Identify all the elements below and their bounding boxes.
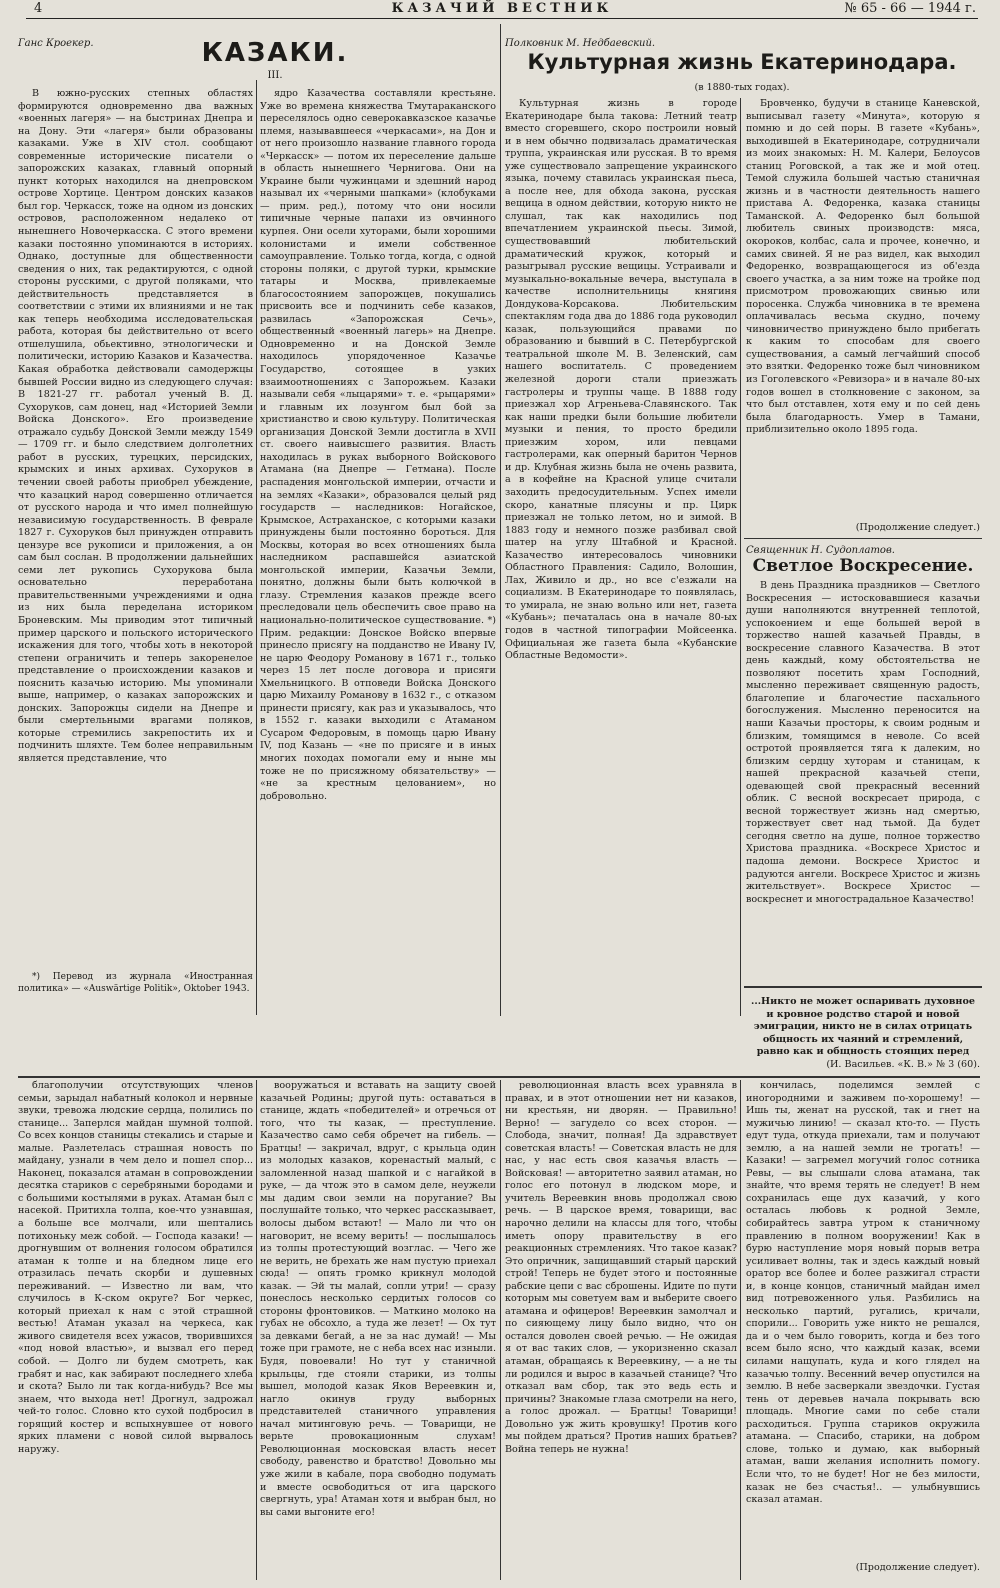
- quote-source: (И. Васильев. «К. В.» № 3 (60).: [826, 1059, 980, 1070]
- article3-text: В день Праздника праздников — Светлого Воскресения — истосковавшиеся казачьи души наполняются внутренней теплотой, успокоением и еще большей верой в торжество нашей казачьей Правды, в воскресение славного Казачества. В этот день каждый, кому обстоятельства не позволяют посетить храм Господний, мысленно переживает священную радость, благолепие и благочестие пасхального богослужения. Мысленно переносится на наши Казачьи просторы, к своим родным и близким, томящимся в неволе. Со всей остротой проявляется тяга к далеким, но близким сердцу хуторам и станицам, к нашей прекрасной казачьей степи, одевающей свой прекрасный весенний облик. С весной воскресает природа, с весной торжествует жизнь над смертью, торжествует свет над тьмой. Да будет сегодня светло на душе, полное торжество Христова праздника. «Воскресе Христос и падоша демони. Воскресе Христос и радуются ангели. Воскресе Христос и жизнь жительствует». Воскресе Христос — воскреснет и многострадальное Казачество!: [746, 580, 980, 905]
- column-divider: [500, 24, 501, 1016]
- quote-block: ...Никто не может оспаривать духовное и кровное родство старой и новой эмиграции, никто не в силах отрицать общность их чаяний и стремлений, равно как и общность стоящих перед: [751, 996, 975, 1057]
- column-divider: [256, 1080, 257, 1580]
- page-header: [26, 0, 978, 19]
- section-rule: [744, 986, 982, 988]
- article1-author: Ганс Кроекер.: [18, 38, 94, 49]
- article1-part: III.: [267, 70, 283, 81]
- article1-column-1: В южно-русских степных областях формируются одновременно два важных «военных лагеря» — на быстринах Днепра и на Дону. Эти «лагеря» были образованы казаками. Уже в XIV стол. сообщают современные исторические писатели о запорожских казаках, главный опорный пункт которых находился на днепровском острове Хортице. Центром донских казаков был гор. Черкасск, тоже на одном из донских островов, расположенном недалеко от нынешнего Новочеркасска. С этого времени казаки постоянно упоминаются в историях. Однако, доступные для общественности сведения о них, так редактируются, с одной стороны русскими, с другой поляками, что действительность представляется в соответствии с этими их влияниями и не так как теперь необходима исследовательская работа, которая бы действительно от всего отшелушила, обьективно, этнологически и политически, историю Казаков и Казачества. Какая обработка действовали самодержцы бывшей России видно из следующего случая: В 1821-27 гг. работал ученый В. Д. Сухоруков, сам донец, над «Историей Земли Войска Донского». Его произведение отражало судьбу Донской Земли между 1549 — 1709 гг. и было следствием долголетних работ в русских, турецких, персидских, крымских и иных архивах. Сухоруков в течении своей работы приобрел убеждение, что казацкий народ совершенно отличается от русского народа и что имел полнейшую независимую государственность. В феврале 1827 г. Сухоруков был принужден отправить цензуре все рукописи и приложения, а он сам был сослан. В продолжении дальнейших семи лет рукопись Сухорукова была основательно переработана правительственными учреждениями и одна из них была переделана историком Броневским. Мы приводим этот типичный пример царского и польского исторического искажения для того, чтобы хоть в некоторой степени ограничить и теперь закоренелое представление о происхождении казаков и пояснить казачью историю. Мы упоминали выше, например, о казаках запорожских и донских. Запорожцы сидели на Днепре и были смертельными врагами поляков, которые стремились закрепостить их и подчинить шляхте. Тем более неправильным является представление, что: [18, 88, 253, 764]
- column-divider: [500, 1080, 501, 1580]
- issue-number: № 65 - 66 — 1944 г.: [844, 1, 976, 16]
- column-divider: [740, 1080, 741, 1580]
- article2-continued: (Продолжение следует.): [855, 522, 980, 533]
- story-column-3: революционная власть всех уравняла в правах, и в этот отношении нет ни казаков, ни крестьян, ни дворян. — Правильно! Верно! — загудело со всех сторон. — Слобода, значит, полная! Да здравствует советская власть! — Советская власть не для нас, у нас есть своя казачья власть — Войсковая! — авторитетно заявил атаман, но голос его потонул в людском море, и учитель Вереевкин вновь продолжал свою речь. — В царское время, товарищи, вас нарочно делили на классы для того, чтобы иметь опору правительству в его реакционных стремлениях. Что такое казак? Это опричник, защищавший старый царский строй! Теперь не будет этого и постоянные рабские цепи с вас сброшены. Идите по пути которым мы советуем вам и выберите своего атамана и офицеров! Вереевкин замолчал и по сияющему лицу было видно, что он остался доволен своей речью. — Не ожидая я от вас таких слов, — укоризненно сказал атаман, обращаясь к Вереевкину, — а не ты ли родился и вырос в казачьей станице? Что отказал вам сбор, так это ведь есть и причины? Знакомые глаза смотрели на него, а голос дрожал. — Братцы! Товарищи! Довольно уж жить кровушку! Против кого мы пойдем драться? Против наших братьев? Война теперь не нужна!: [505, 1080, 737, 1455]
- masthead: КАЗАЧИЙ ВЕСТНИК: [391, 1, 613, 16]
- story-column-2: вооружаться и вставать на защиту своей казачьей Родины; другой путь: оставаться в станице, ждать «победителей» и отречься от того, что ты казак, — преступление. Казачество само себя обречет на гибель. — Братцы! — закричал, вдруг, с крыльца один из молодых казаков, коренастый малый, с заломленной назад шапкой и с нагайкой в руке, — да чтож это в самом деле, неужели мы дадим свои земли на поругание? Вы послушайте только, что черкес рассказывает, волосы дыбом встают! — Мало ли что он наговорит, не всему верить! — послышалось из толпы протестующий возглас. — Чего же не верить, не брехать же нам пустую приехал сюда! — опять громко крикнул молодой казак. — Эй ты малай, сопли утри! — сразу понеслось несколько сердитых голосов со стороны фронтовиков. — Маткино молоко на губах не обсохло, а туда же лезет! — Ох тут за девками бегай, а не за нас думай! — Мы тоже при грамоте, не с неба всех нас изныли. Будя, повоевали! Но тут у станичной крыльцы, где стояли старики, из толпы вышел, молодой казак Яков Вереевкин и, нагло окинув груду выборных представителей станичного управления начал митинговую речь. — Товарищи, не верьте провокационным слухам! Революционная московская власть несет свободу, равенство и братство! Довольно мы уже жили в кабале, пора свободно подумать и вместе освободиться от ига царского свергнуть, ура! Атаман хотя и выбран был, но вы сами выгоните его!: [260, 1080, 496, 1518]
- article1-footnote: *) Перевод из журнала «Иностранная политика» — «Auswärtige Politik», Oktober 1943.: [18, 972, 253, 994]
- story-continued: (Продолжение следует).: [855, 1562, 980, 1573]
- article3-author: Священник Н. Судоплатов.: [746, 545, 895, 556]
- story-column-1: благополучии отсутствующих членов семьи, зарыдал набатный колокол и нервные звуки, тревожа людские сердца, полились по станице... Заперлся майдан шумной толпой. Со всех концов станицы стекались и старые и малые. Разлетелась страшная новость по майдану, узнали в чем дело и пошел спор... Наконец, показался атаман в сопровождении десятка стариков с серебряными бородами и с большими костылями в руках. Атаман был с насекой. Притихла толпа, кое-что узнавшая, а больше все молчали, или шептались потихоньку меж собой. — Господа казаки! — дрогнувшим от волнения голосом обратился атаман к толпе и на бледном лице его отразилась печать скорби и душевных переживаний. — Известно ли вам, что случилось в К-ском округе? Бог черкес, который приехал к нам с этой страшной вестью! Атаман указал на черкеса, как живого свидетеля всех ужасов, творившихся «под новой властью», и вызвал его перед собой. — Долго ли будем смотреть, как грабят и нас, как забирают последнего хлеба и скота? Было ли так когда-нибудь? Все мы знаем, что выхода нет! Дрогнул, задрожал чей-то голос. Словно кто сухой подбросил в горящий костер и вспыхнувшее от нового ярких пламени с новой силой вырвалось наружу.: [18, 1080, 253, 1455]
- article1-title: КАЗАКИ.: [201, 38, 349, 68]
- page-number: 4: [34, 1, 43, 16]
- column-divider: [256, 80, 257, 1015]
- article1-column-2: ядро Казачества составляли крестьяне. Уже во времена княжества Тмутараканского переселялось одно северокавказское казачье племя, называвшееся «черкасами», на Дон и от него произошло название главного города «Черкасск» — потом их переселение дальше в область нынешнего Чернигова. Они на Украине были чужинцами и здешний народ называл их «черными шапками» (клобуками — прим. ред.), потому что они носили типичные черные папахи из овчинного курпея. Они осели хуторами, были хорошими колонистами и имели собственное самоуправление. Только тогда, когда, с одной стороны поляки, с другой турки, крымские татары и Москва, привлекаемые благосостоянием запорожцев, покушались присвоить все и подчинить себе казаков, развилась «Запорожская Сечь», общественный «военный лагерь» на Днепре. Одновременно и на Донской Земле находилось упорядоченное Казачье Государство, сотоящее в узких взаимоотношениях с Запорожьем. Казаки называли себя «лыцарями» т. е. «рыцарями» и главным их лозунгом был бой за христианство и свою культуру. Политическая организация Донской Земли достигла в XVII ст. своего наивысшего развития. Власть находилась в руках выборного Войскового Атамана (на Днепре — Гетмана). После распадения монгольской империи, отчасти и на землях «Казаки», образовался целый ряд государств — наследников: Ногайское, Крымское, Астраханское, с которыми казаки принуждены были постоянно бороться. Для Москвы, которая во всех отношениях была наследником распавшейся азиатской монгольской империи, Казачьи Земли, понятно, должны были быть колючкой в глазу. Стремления казаков прежде всего преследовали цель обеспечить свое право на национально-политическое существование. *) Прим. редакции: Донское Войско впервые принесло присягу на подданство не Ивану IV, не царю Феодору Романову в 1671 г., только через 15 лет после договора и присяги Хмельницкого. В отповеди Войска Донского царю Михаилу Романову в 1632 г., с отказом принести присягу, как раз и указывалось, что в 1552 г. казаки выходили с Атаманом Сусаром Федоровым, в помощь царю Ивану IV, под Казань — «не по присяге и в иных многих походах помогали ему и ныне мы тоже не по присяжному обязательству» — «не за крестным целованием», но добровольно.: [260, 88, 496, 802]
- article2-title: Культурная жизнь Екатеринодара.: [527, 50, 957, 74]
- article2-author: Полковник М. Недбаевский.: [505, 38, 656, 49]
- article2-column-1: Культурная жизнь в городе Екатеринодаре была такова: Летний театр вместо сгоревшего, скоро построили новый и в нем обычно подвизалась драматическая труппа, украинская или русская. В то время уже существовало запрещение украинского языка, почему ставилась украинская пьеса, а после нее, для обхода закона, русская вещица в одном действии, которую никто не слушал, так как находились под впечатлением украинской пьесы. Зимой, существовавший любительский драматический кружок, который и разыгрывал русские вещицы. Устраивали и музыкально-вокальные вечера, выступала в качестве исполнительницы княгиня Дондукова-Корсакова. Любительским спектаклям года два до 1886 года руководил казак, пользующийся правами по образованию и бывший в С. Петербургской театральной школе М. В. Зеленский, сам нашего воспитатель. С проведением железной дороги стали приезжать гастролеры и труппы чаще. В 1888 году приезжал хор Агреньева-Славянского. Так как наши предки были большие любители музыки и пения, то просто бредили приезжим хором, или певцами гастролерами, как оперный баритон Чернов и др. Клубная жизнь была не очень развита, а в кофейне на Красной улице считали заходить предосудительным. Успех имели скоро, канатные плясуны и пр. Цирк приезжал не только летом, но и зимой. В 1883 году и немного позже разбивал свой шатер на углу Штабной и Красной. Казачество интересовалось чиновники Областного Правления: Садило, Волошин, Лах, Живило и др., но все с'езжали на социализм. В Екатеринодаре то появлялась, то умирала, не знаю вольно или нет, газета «Кубань»; печаталась она в начале 80-ых годов в частной типографии Мойсеенка. Официальная же газета была «Кубанские Областные Ведомости».: [505, 98, 737, 662]
- article2-subtitle: (в 1880-тых годах).: [694, 82, 790, 93]
- article3-title: Светлое Воскресение.: [752, 556, 974, 576]
- section-rule: [744, 538, 982, 539]
- story-column-4: кончилась, поделимся землей с иногородними и заживем по-хорошему! — Ишь ты, женат на русской, так и гнет на мужичью линию! — сказал кто-то. — Пусть едут туда, откуда приехали, там и получают землю, а на нашей земли не трогать! — Казаки! — загремел могучий голос сотника Ревы, — вы слышали слова атамана, так знайте, что время терять не следует! В нем сохранилась еще дух казачий, у кого осталась любовь к родной Земле, собирайтесь завтра утром к станичному правлению в полном вооружении! Как в бурю наступление моря новый порыв ветра усиливает волны, так и здесь каждый новый оратор все более и более разжигал страсти и, в конце концов, станичный майдан имел вид потревоженного улья. Разбились на несколько партий, ругались, кричали, спорили... Говорить уже никто не решался, да и о чем было говорить, когда и без того всем было ясно, что каждый казак, всеми силами нащупать, куда и кого глядел на казачью толпу. Весенний вечер опустился на землю. В небе засверкали звездочки. Густая тень от деревьев начала покрывать всю площадь. Многие сами по себе стали расходиться. Группа стариков окружила атамана. — Спасибо, старики, на добром слове, только и думаю, как выборный атаман, ваши желания исполнить помогу. Если что, то не будет! Ног не без милости, казак не без счастья!.. — улыбнувшись сказал атаман.: [746, 1080, 980, 1506]
- column-divider: [740, 98, 741, 1016]
- section-rule: [18, 1076, 980, 1078]
- article2-column-2: Бровченко, будучи в станице Каневской, выписывал газету «Минута», которую я помню и до сей поры. В газете «Кубань», выходившей в Екатеринодаре, сотрудничали из моих знакомых: Н. М. Калери, Белоусов станиц Роговской, а так же и мой отец. Темой служила большей частью станичная жизнь и в частности деятельность нашего пристава А. Федоренка, казака станицы Таманской. А. Федоренко был большой любитель свиных производств: мяса, окороков, колбас, сала и прочее, конечно, и самих свиней. Я не раз видел, как выходил Федоренко, возвращающегося из об'езда своего участка, а за ним тоже на тройке под присмотром провожающих свинью или поросенка. Служба чиновника в те времена оплачивалась весьма скудно, почему чиновничество принуждено было прибегать к каким то способам для своего существования, а самый легчайший способ это взятки. Федоренко тоже был чиновником из Гоголевского «Ревизора» и в начале 80-ых годов вошел в столкновение с законом, за что был отставлен, хотя ему и по сей день была благодарность. Умер в Тамани, приблизительно около 1895 года.: [746, 98, 980, 436]
